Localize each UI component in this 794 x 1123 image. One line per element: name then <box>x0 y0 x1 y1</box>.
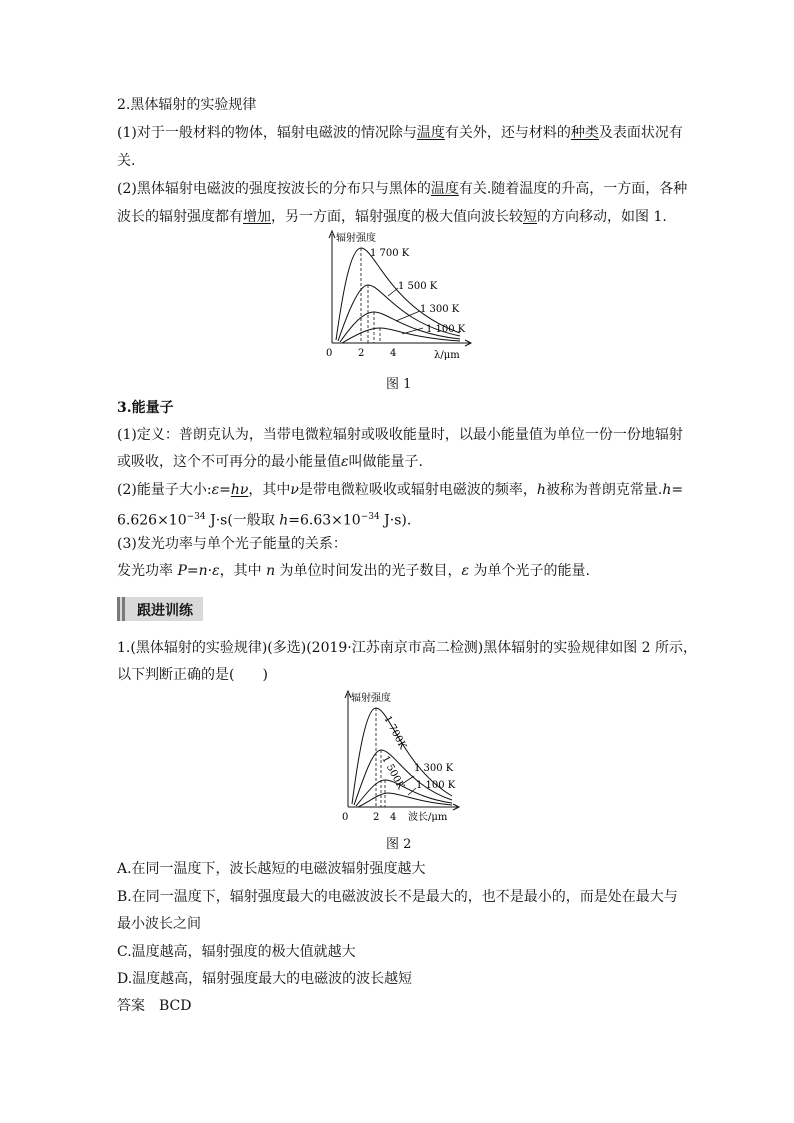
paragraph-2 <box>117 180 687 198</box>
origin-label: 0 <box>342 812 349 823</box>
symbol-epsilon: ε <box>212 563 220 579</box>
text: 及表面状况有 <box>598 125 683 141</box>
text: (2)黑体辐射电磁波的强度按波长的分布只与黑体的 <box>117 181 431 197</box>
x-axis-label: λ/μm <box>434 350 460 361</box>
text: 的方向移动，如图 1. <box>537 209 667 225</box>
paragraph-1-cont: 关. <box>117 153 136 169</box>
x-tick-2: 2 <box>358 348 365 359</box>
series-label-1500k: 1 500K <box>379 754 407 792</box>
symbol-n: n <box>266 563 276 579</box>
banner-bar <box>117 597 120 621</box>
text: ，其中 <box>219 563 267 579</box>
x-tick-4: 4 <box>390 348 397 359</box>
text: 为单个光子的能量. <box>469 563 590 579</box>
series-label-1500k: 1 500 K <box>398 281 438 292</box>
figure-2 <box>334 688 464 828</box>
exponent: −34 <box>186 512 206 522</box>
text: J·s(一般取 <box>205 512 280 529</box>
follow-up-banner <box>117 597 203 621</box>
relation-heading: (3)发光功率与单个光子能量的关系： <box>117 536 347 552</box>
series-label-1700k: 1 700 K <box>370 248 410 259</box>
definition-line-1: (1)定义：普朗克认为，当带电微粒辐射或吸收能量时，以最小能量值为单位一份一份地辐射 <box>117 427 683 443</box>
banner-bar <box>122 597 125 621</box>
symbol-h: h <box>662 482 672 498</box>
option-c: C.温度越高，辐射强度的极大值就越大 <box>117 944 356 960</box>
definition-line-2 <box>117 453 423 471</box>
text: ，另一方面，辐射强度的极大值向波长较 <box>271 209 523 225</box>
relation-formula <box>117 562 590 580</box>
curve-1500k <box>354 750 452 805</box>
option-d: D.温度越高，辐射强度最大的电磁波的波长越短 <box>117 971 413 987</box>
figure-1-caption: 图 1 <box>386 377 412 392</box>
section-2-heading: 2.黑体辐射的实验规律 <box>117 97 257 113</box>
y-axis-label: 辐射强度 <box>336 233 376 244</box>
symbol-n: n <box>198 563 208 579</box>
text: =6.63×10 <box>288 512 361 529</box>
text: 为单位时间发出的光子数目， <box>275 563 462 579</box>
x-tick-4: 4 <box>390 812 397 823</box>
question-line-2: 以下判断正确的是( ) <box>117 667 268 683</box>
symbol-h: h <box>279 512 289 529</box>
energy-size-line-1 <box>117 481 683 499</box>
banner-label: 跟进训练 <box>137 603 193 619</box>
text: 被称为普朗克常量. <box>545 482 663 498</box>
leader-1500k <box>388 288 398 296</box>
text: = <box>186 563 199 579</box>
answer: 答案 BCD <box>117 998 192 1014</box>
x-tick-2: 2 <box>373 812 380 823</box>
underlined-term: 增加 <box>243 209 271 225</box>
figure-2-caption: 图 2 <box>386 837 412 852</box>
text: 发光功率 <box>117 563 178 579</box>
leader-1100k <box>408 788 416 795</box>
underlined-term: 种类 <box>570 125 599 141</box>
question-line-1: 1.(黑体辐射的实验规律)(多选)(2019·江苏南京市高二检测)黑体辐射的实验规律如图 2 所示， <box>117 640 698 656</box>
symbol-epsilon: ε <box>211 482 220 498</box>
text: = <box>219 482 231 498</box>
y-axis-label: 辐射强度 <box>351 693 391 704</box>
underlined-formula: hν <box>230 482 249 498</box>
underlined-term: 温度 <box>416 125 445 141</box>
series-label-1100k: 1 100 K <box>426 324 466 335</box>
symbol-epsilon: ε <box>461 563 470 579</box>
option-a: A.在同一温度下，波长越短的电磁波辐射强度越大 <box>117 861 426 877</box>
underlined-term: 温度 <box>430 181 459 197</box>
symbol-epsilon: ε <box>341 454 349 470</box>
text: (2)能量子大小: <box>117 482 212 498</box>
energy-size-line-2 <box>117 508 411 530</box>
symbol-p: P <box>177 563 187 579</box>
series-label-1300k: 1 300 K <box>420 304 460 315</box>
series-label-1300k: 1 300 K <box>414 763 454 774</box>
option-b-line-2: 最小波长之间 <box>117 916 201 932</box>
text: 6.626×10 <box>117 512 187 529</box>
origin-label: 0 <box>326 348 333 359</box>
text: 或吸收，这个不可再分的最小能量值 <box>117 454 341 470</box>
text: 有关.随着温度的升高，一方面，各种 <box>458 181 688 197</box>
text: 有关外，还与材料的 <box>444 125 571 141</box>
series-label-1100k: 1 100 K <box>416 780 456 791</box>
text: ，其中 <box>248 482 291 498</box>
underlined-term: 短 <box>523 209 537 225</box>
text: · <box>207 563 213 579</box>
paragraph-3 <box>117 208 667 226</box>
symbol-nu: ν <box>290 482 299 498</box>
text: 叫做能量子. <box>348 454 423 470</box>
exponent: −34 <box>360 512 380 522</box>
x-axis-label: 波长/μm <box>408 812 448 823</box>
text: 是带电微粒吸收或辐射电磁波的频率， <box>298 482 537 498</box>
text: J·s). <box>379 512 412 529</box>
text: 波长的辐射强度都有 <box>117 209 243 225</box>
paragraph-1 <box>117 124 683 142</box>
text: (1)对于一般材料的物体，辐射电磁波的情况除与 <box>117 125 417 141</box>
section-3-heading: 3.能量子 <box>117 400 174 416</box>
figure-1 <box>310 228 490 364</box>
text: = <box>671 482 684 498</box>
symbol-h: h <box>536 482 546 498</box>
option-b-line-1: B.在同一温度下，辐射强度最大的电磁波波长不是最大的，也不是最小的，而是处在最大与 <box>117 889 678 905</box>
series-label-1700k: 1 700K <box>381 714 409 752</box>
